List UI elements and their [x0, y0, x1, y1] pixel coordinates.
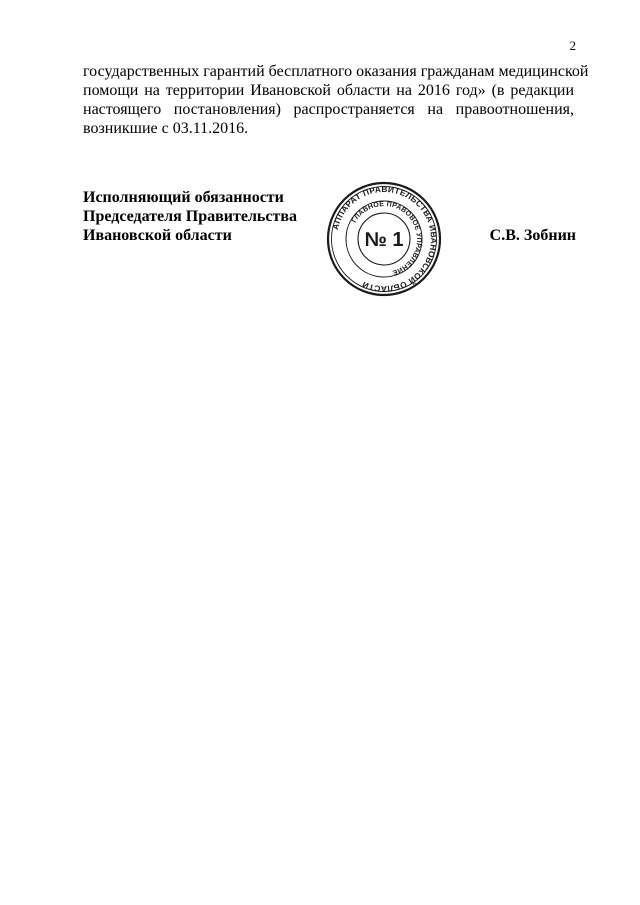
stamp-graphic: [325, 180, 443, 298]
stamp-outer-text: АППАРАТ ПРАВИТЕЛЬСТВА ИВАНОВСКОЙ ОБЛАСТИ: [329, 183, 440, 295]
signatory-position-line: Исполняющий обязанности: [83, 189, 284, 206]
body-line: помощи на территории Ивановской области на 2016 год» (в редакции: [83, 82, 574, 99]
stamp-center-number: № 1: [364, 229, 404, 251]
signatory-position-line: Председателя Правительства: [83, 208, 297, 225]
page-number: 2: [569, 38, 576, 53]
body-line: государственных гарантий бесплатного оказания гражданам медицинской: [83, 63, 589, 80]
stamp-inner-text: ГЛАВНОЕ ПРАВОВОЕ УПРАВЛЕНИЕ: [350, 200, 423, 276]
body-line: возникшие с 03.11.2016.: [83, 120, 249, 137]
signatory-position: [83, 188, 323, 245]
body-line: настоящего постановления) распространяется на правоотношения,: [83, 101, 574, 118]
signatory-name: С.В. Зобнин: [489, 227, 576, 244]
body-paragraph: [83, 62, 589, 138]
official-seal-stamp: [325, 180, 443, 298]
signatory-position-line: Ивановской области: [83, 227, 232, 244]
